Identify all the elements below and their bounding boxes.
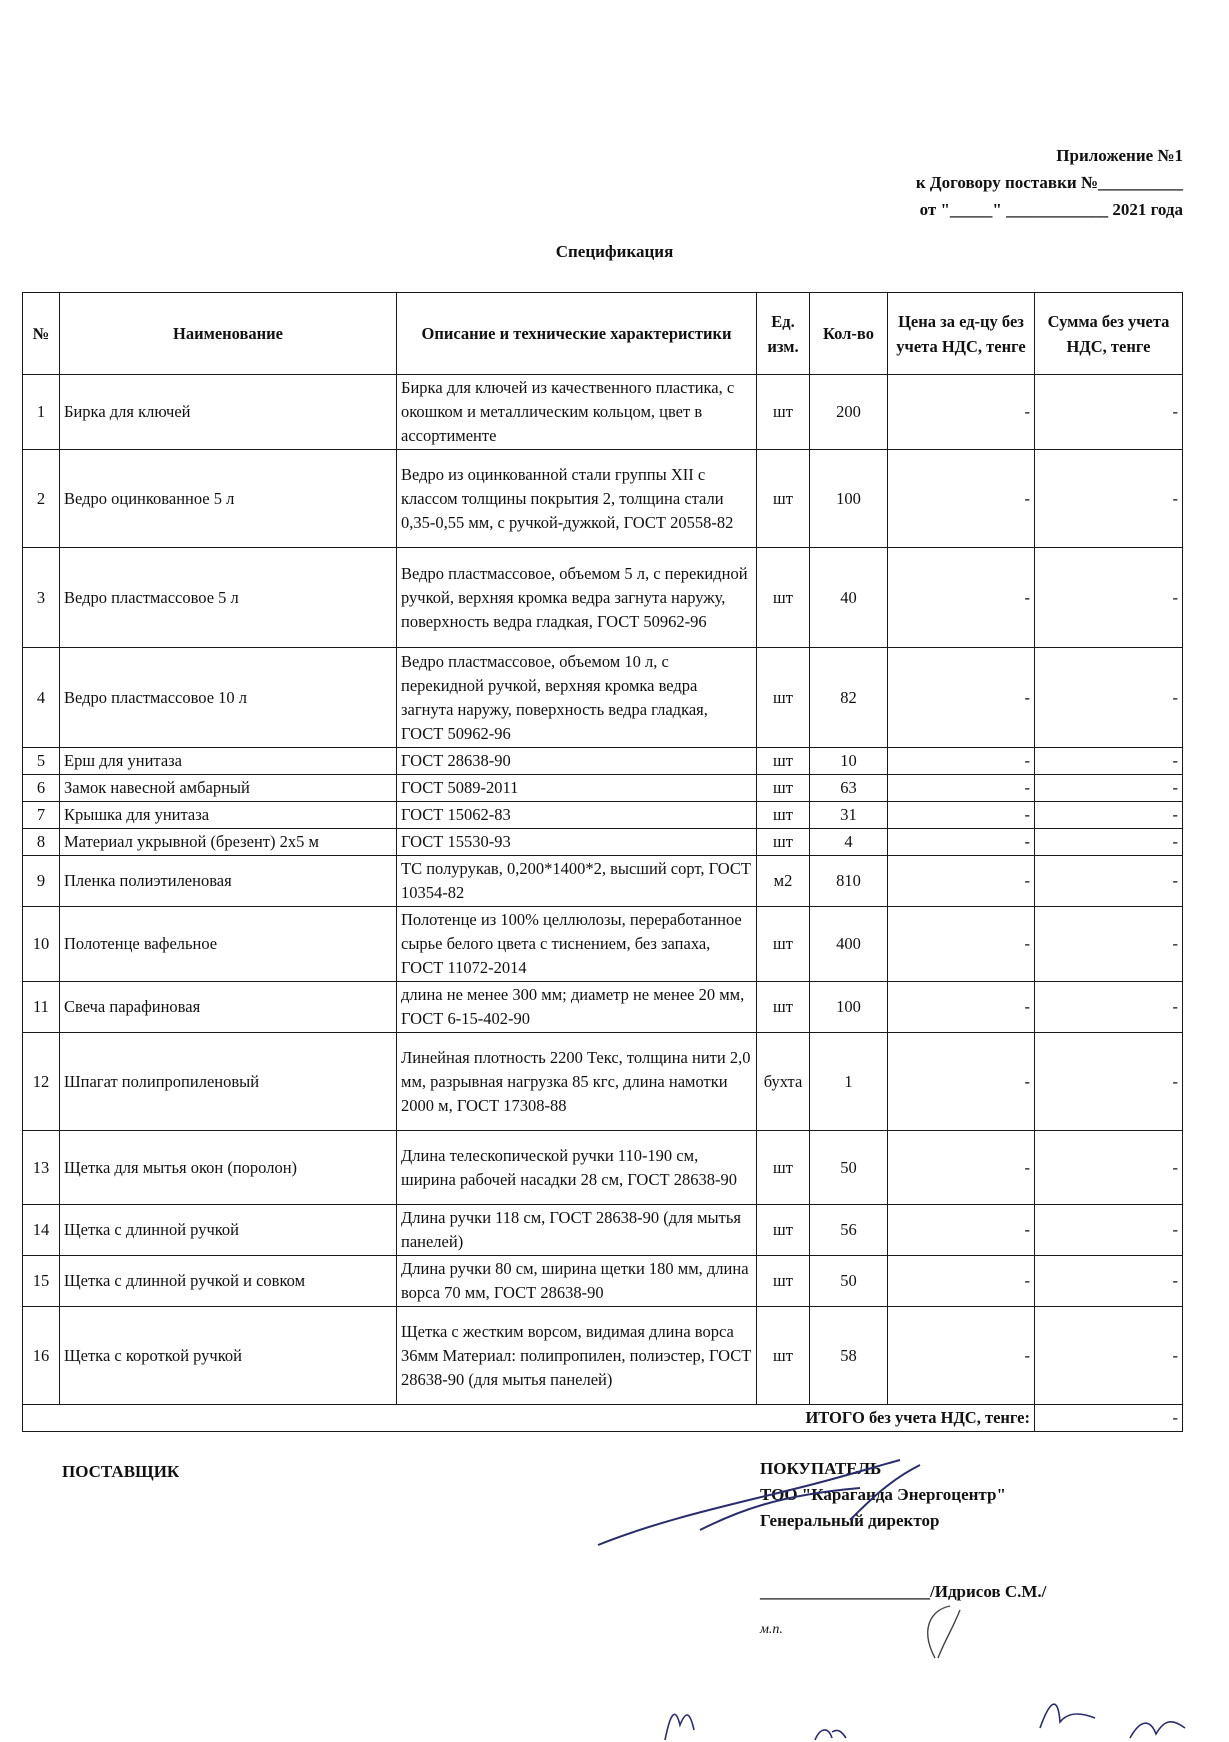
item-description: Длина телескопической ручки 110-190 см, ширина рабочей насадки 28 см, ГОСТ 28638-90	[397, 1131, 757, 1205]
signature-line: ____________________/Идрисов С.М./	[760, 1582, 1047, 1601]
item-description: ГОСТ 5089-2011	[397, 775, 757, 802]
item-name: Щетка с длинной ручкой и совком	[60, 1256, 397, 1307]
item-name: Щетка с длинной ручкой	[60, 1205, 397, 1256]
item-quantity: 400	[810, 907, 888, 982]
item-quantity: 1	[810, 1033, 888, 1131]
item-name: Ведро оцинкованное 5 л	[60, 450, 397, 548]
row-number: 7	[23, 802, 60, 829]
total-value: -	[1035, 1405, 1183, 1432]
item-sum: -	[1035, 802, 1183, 829]
item-price: -	[888, 1205, 1035, 1256]
item-description: Бирка для ключей из качественного пластика, с окошком и металлическим кольцом, цвет в ассортименте	[397, 375, 757, 450]
item-unit: шт	[757, 1205, 810, 1256]
contract-reference: к Договору поставки №__________	[915, 173, 1183, 192]
item-unit: шт	[757, 1256, 810, 1307]
director-signature	[598, 1460, 920, 1545]
item-sum: -	[1035, 648, 1183, 748]
item-name: Полотенце вафельное	[60, 907, 397, 982]
item-unit: шт	[757, 748, 810, 775]
item-unit: шт	[757, 1131, 810, 1205]
item-unit: шт	[757, 648, 810, 748]
item-unit: шт	[757, 907, 810, 982]
stamp-place-label: м.п.	[760, 1622, 783, 1637]
item-description: Ведро пластмассовое, объемом 10 л, с перекидной ручкой, верхняя кромка ведра загнута наружу, поверхность ведра гладкая, ГОСТ 50962-96	[397, 648, 757, 748]
row-number: 3	[23, 548, 60, 648]
item-price: -	[888, 856, 1035, 907]
item-description: ГОСТ 15062-83	[397, 802, 757, 829]
initials-mark-4	[1040, 1704, 1095, 1728]
row-number: 16	[23, 1307, 60, 1405]
item-price: -	[888, 1033, 1035, 1131]
item-price: -	[888, 802, 1035, 829]
contract-date: от "_____" ____________ 2021 года	[919, 200, 1183, 219]
item-price: -	[888, 907, 1035, 982]
col-header-number: №	[23, 293, 60, 375]
item-quantity: 31	[810, 802, 888, 829]
item-description: Ведро пластмассовое, объемом 5 л, с перекидной ручкой, верхняя кромка ведра загнута наружу, поверхность ведра гладкая, ГОСТ 50962-96	[397, 548, 757, 648]
item-price: -	[888, 548, 1035, 648]
item-name: Замок навесной амбарный	[60, 775, 397, 802]
buyer-organization: ТОО "Караганда Энергоцентр"	[760, 1485, 1006, 1504]
item-price: -	[888, 775, 1035, 802]
col-header-unit: Ед. изм.	[757, 293, 810, 375]
item-price: -	[888, 1131, 1035, 1205]
item-quantity: 100	[810, 982, 888, 1033]
item-description: ГОСТ 15530-93	[397, 829, 757, 856]
item-unit: бухта	[757, 1033, 810, 1131]
item-sum: -	[1035, 856, 1183, 907]
item-sum: -	[1035, 907, 1183, 982]
item-sum: -	[1035, 775, 1183, 802]
item-description: Длина ручки 118 см, ГОСТ 28638-90 (для мытья панелей)	[397, 1205, 757, 1256]
item-unit: шт	[757, 829, 810, 856]
row-number: 10	[23, 907, 60, 982]
item-name: Крышка для унитаза	[60, 802, 397, 829]
row-number: 13	[23, 1131, 60, 1205]
item-description: ГОСТ 28638-90	[397, 748, 757, 775]
initials-mark-2	[815, 1730, 846, 1740]
item-sum: -	[1035, 748, 1183, 775]
item-sum: -	[1035, 1256, 1183, 1307]
item-description: Щетка с жестким ворсом, видимая длина ворса 36мм Материал: полипропилен, полиэстер, ГОСТ 28638-90 (для мытья панелей)	[397, 1307, 757, 1405]
row-number: 4	[23, 648, 60, 748]
item-description: Ведро из оцинкованной стали группы XII с классом толщины покрытия 2, толщина стали 0,35-0,55 мм, с ручкой-дужкой, ГОСТ 20558-82	[397, 450, 757, 548]
item-unit: шт	[757, 548, 810, 648]
item-name: Свеча парафиновая	[60, 982, 397, 1033]
item-quantity: 58	[810, 1307, 888, 1405]
item-price: -	[888, 748, 1035, 775]
item-price: -	[888, 982, 1035, 1033]
item-name: Материал укрывной (брезент) 2х5 м	[60, 829, 397, 856]
item-quantity: 56	[810, 1205, 888, 1256]
item-unit: шт	[757, 450, 810, 548]
item-description: ТС полурукав, 0,200*1400*2, высший сорт, ГОСТ 10354-82	[397, 856, 757, 907]
total-label: ИТОГО без учета НДС, тенге:	[23, 1405, 1035, 1432]
item-sum: -	[1035, 1131, 1183, 1205]
row-number: 14	[23, 1205, 60, 1256]
item-name: Пленка полиэтиленовая	[60, 856, 397, 907]
item-quantity: 63	[810, 775, 888, 802]
item-price: -	[888, 450, 1035, 548]
col-header-sum: Сумма без учета НДС, тенге	[1035, 293, 1183, 375]
item-name: Шпагат полипропиленовый	[60, 1033, 397, 1131]
row-number: 1	[23, 375, 60, 450]
item-quantity: 50	[810, 1131, 888, 1205]
row-number: 15	[23, 1256, 60, 1307]
item-price: -	[888, 648, 1035, 748]
item-quantity: 50	[810, 1256, 888, 1307]
item-description: Линейная плотность 2200 Текс, толщина нити 2,0 мм, разрывная нагрузка 85 кгс, длина намотки 2000 м, ГОСТ 17308-88	[397, 1033, 757, 1131]
item-name: Щетка с короткой ручкой	[60, 1307, 397, 1405]
item-name: Ерш для унитаза	[60, 748, 397, 775]
item-name: Ведро пластмассовое 5 л	[60, 548, 397, 648]
item-quantity: 200	[810, 375, 888, 450]
initials-mark-3	[928, 1606, 960, 1658]
supplier-label: ПОСТАВЩИК	[62, 1462, 180, 1481]
item-name: Ведро пластмассовое 10 л	[60, 648, 397, 748]
item-quantity: 40	[810, 548, 888, 648]
appendix-label: Приложение №1	[1056, 146, 1183, 165]
item-price: -	[888, 375, 1035, 450]
item-price: -	[888, 1307, 1035, 1405]
item-unit: шт	[757, 802, 810, 829]
item-price: -	[888, 829, 1035, 856]
item-description: Полотенце из 100% целлюлозы, переработанное сырье белого цвета с тиснением, без запаха, ГОСТ 11072-2014	[397, 907, 757, 982]
item-name: Щетка для мытья окон (поролон)	[60, 1131, 397, 1205]
row-number: 5	[23, 748, 60, 775]
item-description: длина не менее 300 мм; диаметр не менее 20 мм, ГОСТ 6-15-402-90	[397, 982, 757, 1033]
item-unit: шт	[757, 982, 810, 1033]
item-sum: -	[1035, 829, 1183, 856]
row-number: 11	[23, 982, 60, 1033]
item-sum: -	[1035, 548, 1183, 648]
col-header-name: Наименование	[60, 293, 397, 375]
item-description: Длина ручки 80 см, ширина щетки 180 мм, длина ворса 70 мм, ГОСТ 28638-90	[397, 1256, 757, 1307]
item-unit: шт	[757, 1307, 810, 1405]
initials-mark-5	[1130, 1722, 1185, 1738]
col-header-quantity: Кол-во	[810, 293, 888, 375]
item-sum: -	[1035, 982, 1183, 1033]
item-quantity: 10	[810, 748, 888, 775]
item-price: -	[888, 1256, 1035, 1307]
row-number: 9	[23, 856, 60, 907]
row-number: 6	[23, 775, 60, 802]
initials-mark-1	[665, 1714, 694, 1740]
item-unit: шт	[757, 375, 810, 450]
item-quantity: 4	[810, 829, 888, 856]
item-name: Бирка для ключей	[60, 375, 397, 450]
row-number: 2	[23, 450, 60, 548]
item-unit: м2	[757, 856, 810, 907]
col-header-price: Цена за ед-цу без учета НДС, тенге	[888, 293, 1035, 375]
item-sum: -	[1035, 1033, 1183, 1131]
col-header-description: Описание и технические характеристики	[397, 293, 757, 375]
item-unit: шт	[757, 775, 810, 802]
item-sum: -	[1035, 1205, 1183, 1256]
item-sum: -	[1035, 1307, 1183, 1405]
row-number: 8	[23, 829, 60, 856]
item-sum: -	[1035, 375, 1183, 450]
item-sum: -	[1035, 450, 1183, 548]
row-number: 12	[23, 1033, 60, 1131]
page-title: Спецификация	[555, 242, 674, 261]
item-quantity: 100	[810, 450, 888, 548]
buyer-position: Генеральный директор	[760, 1511, 940, 1530]
item-quantity: 82	[810, 648, 888, 748]
buyer-title: ПОКУПАТЕЛЬ	[760, 1459, 882, 1478]
item-quantity: 810	[810, 856, 888, 907]
